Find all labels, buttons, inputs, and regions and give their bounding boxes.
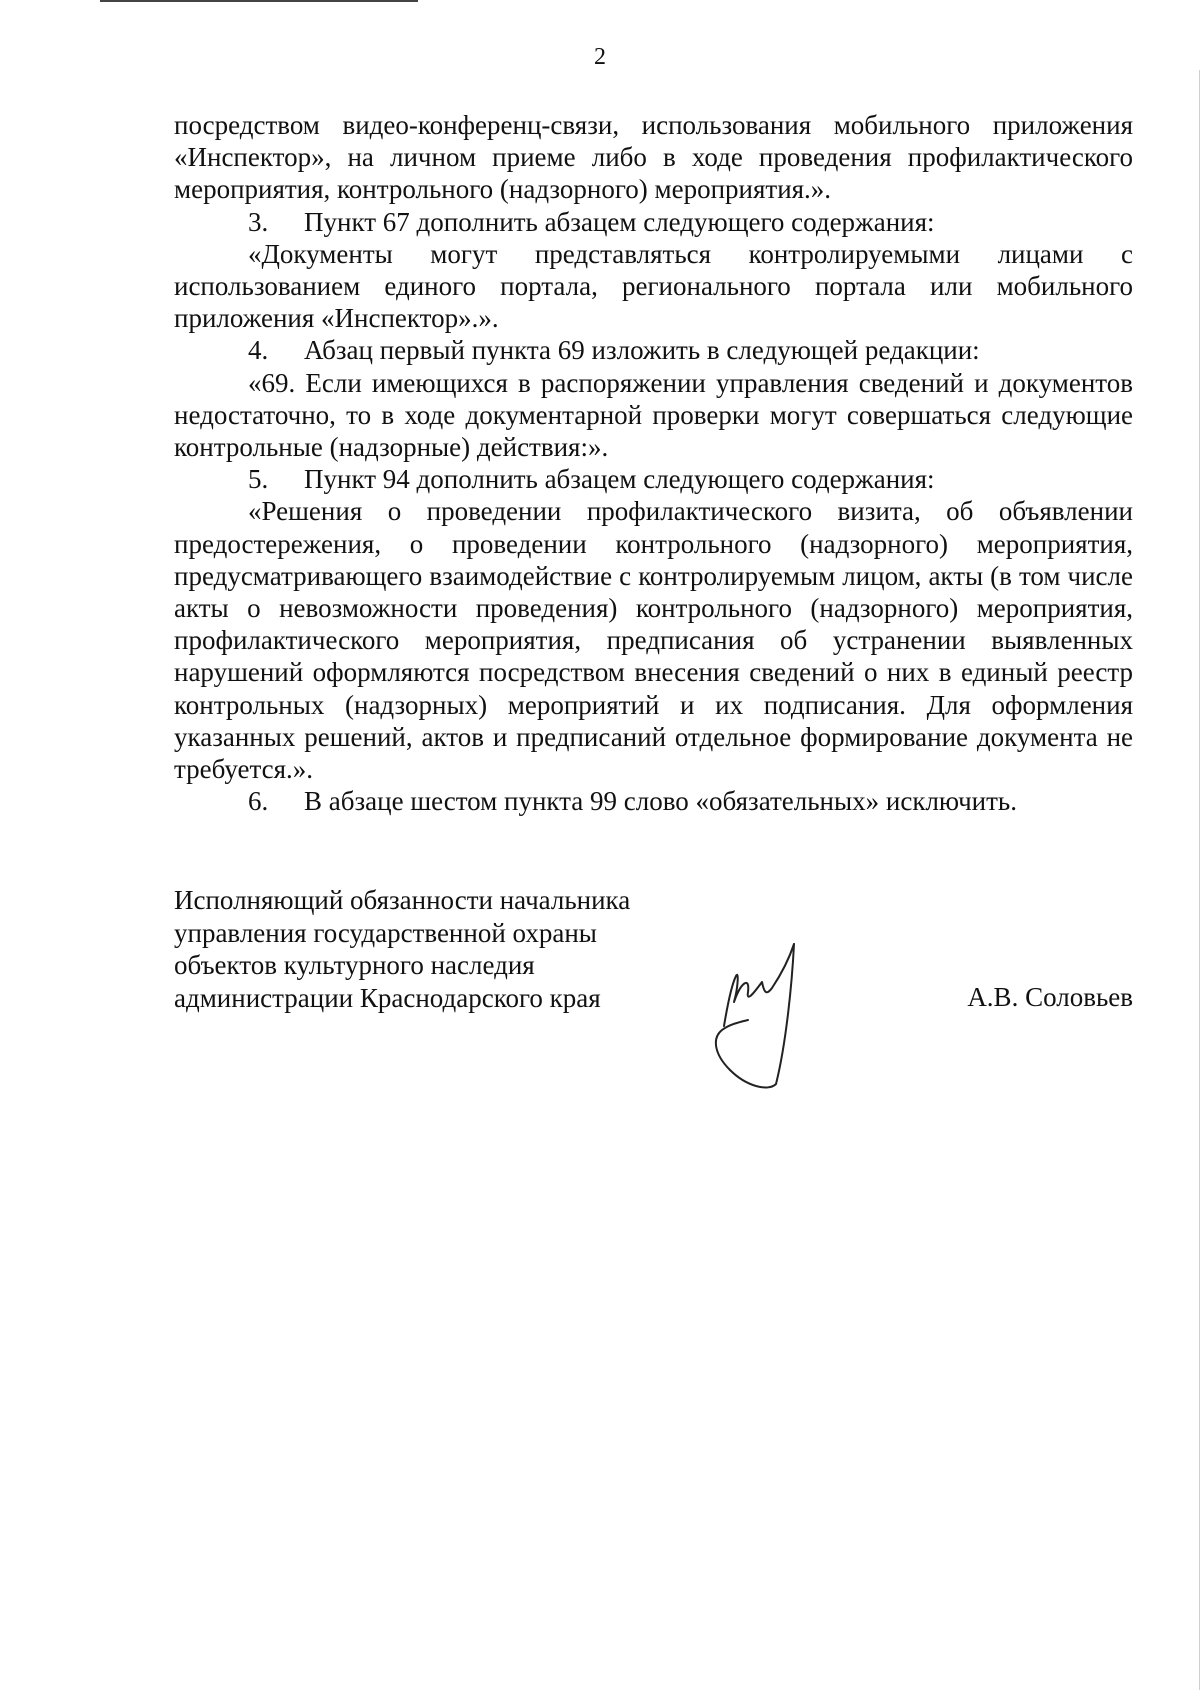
position-line: администрации Краснодарского края xyxy=(174,982,601,1013)
signature-stroke xyxy=(724,944,794,1026)
paragraph-text: Абзац первый пункта 69 изложить в следующей редакции: xyxy=(304,335,980,366)
item-number: 5. xyxy=(248,464,269,495)
item-number: 6. xyxy=(248,786,269,817)
item-number: 4. xyxy=(248,335,269,366)
position-line: управления государственной охраны xyxy=(174,917,597,948)
paragraph-quote-decisions xyxy=(174,495,1133,785)
paragraph-item-6 xyxy=(174,785,1133,817)
paragraph-item-5 xyxy=(174,463,1133,495)
signer-name: А.В. Соловьев xyxy=(967,982,1133,1012)
signature-block xyxy=(174,884,1133,1104)
paragraph-text: Пункт 67 дополнить абзацем следующего содержания: xyxy=(304,206,935,237)
paragraph-quote-documents xyxy=(174,238,1133,335)
position-line: объектов культурного наследия xyxy=(174,950,535,980)
signer-position xyxy=(174,884,694,1014)
document-body xyxy=(174,109,1133,817)
paragraph-text: посредством видео-конференц-связи, использования мобильного приложения «Инспектор», на личном приеме либо в ходе проведения профилактического мероприятия, контрольного (надзорного) мероприятия.». xyxy=(174,110,1133,205)
paragraph-text: В абзаце шестом пункта 99 слово «обязательных» исключить. xyxy=(304,786,1017,817)
paragraph-text: «Документы могут представляться контролируемыми лицами с использованием единого портала, регионального портала или мобильного приложения «Инспектор».». xyxy=(174,238,1133,334)
item-number: 3. xyxy=(248,206,269,237)
paragraph-item-3 xyxy=(174,206,1133,238)
paragraph-continuation xyxy=(174,109,1133,206)
paragraph-quote-69 xyxy=(174,367,1133,464)
paragraph-text: Пункт 94 дополнить абзацем следующего содержания: xyxy=(304,464,935,495)
position-line: Исполняющий обязанности начальника xyxy=(174,885,631,915)
paragraph-item-4 xyxy=(174,334,1133,366)
top-border-line xyxy=(100,0,418,2)
handwritten-signature xyxy=(706,934,818,1094)
paragraph-text: «69. Если имеющихся в распоряжении управления сведений и документов недостаточно, то в ходе документарной проверки могут совершаться следующие контрольные (надзорные) действия:». xyxy=(174,367,1133,463)
page-number: 2 xyxy=(594,44,606,70)
signature-loop xyxy=(716,944,794,1088)
paragraph-text: «Решения о проведении профилактического визита, об объявлении предостережения, о проведении контрольного (надзорного) мероприятия, предусматривающего взаимодействие с контролируемым лицом, акты (в том числе акты о невозможности проведения) контрольного (надзорного) мероприятия, профилактического мероприятия, предписания об устранении выявленных нарушений оформляются посредством внесения сведений о них в единый реестр контрольных (надзорных) мероприятий и их подписания. Для оформления указанных решений, актов и предписаний отдельное формирование документа не требуется.». xyxy=(174,496,1133,785)
